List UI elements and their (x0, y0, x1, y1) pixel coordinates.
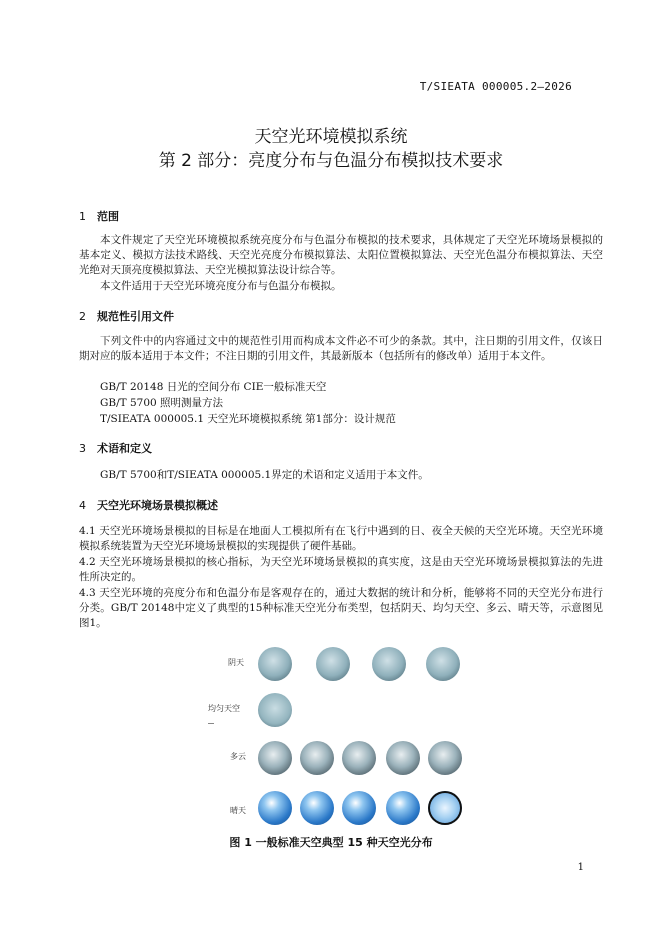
section-1-heading (79, 208, 119, 224)
sky-image-uniform (258, 693, 292, 727)
sky-image-clear (428, 791, 462, 825)
clause-4-3: 4.3 天空光环境的亮度分布和色温分布是客观存在的，通过大数据的统计和分析，能够将不同的天空光分布进行分类。GB/T 20148中定义了典型的15种标准天空光分布类型，包括阴天、均匀天空、多云、晴天等，示意图见图1。 (79, 587, 603, 629)
section-1-scope-paragraph: 本文件适用于天空光环境亮度分布与色温分布模拟。 (100, 280, 342, 292)
section-title: 规范性引用文件 (97, 310, 174, 323)
section-title: 范围 (97, 210, 119, 223)
sky-image-cloudy (300, 741, 334, 775)
section-number: 1 (79, 210, 86, 223)
sky-image-overcast (316, 647, 350, 681)
section-1-paragraph: 本文件规定了天空光环境模拟系统亮度分布与色温分布模拟的技术要求，具体规定了天空光环境场景模拟的基本定义、模拟方法技术路线、天空光亮度分布模拟算法、太阳位置模拟算法、天空光色温分布模拟算法、天空光绝对天顶亮度模拟算法、天空光模拟算法设计综合等。 (79, 234, 603, 276)
clause-4-1: 4.1 天空光环境场景模拟的目标是在地面人工模拟所有在飞行中遇到的日、夜全天候的天空光环境。天空光环境模拟系统装置为天空光环境场景模拟的实现提供了硬件基础。 (79, 525, 603, 552)
sky-image-cloudy (386, 741, 420, 775)
section-4-heading (79, 497, 218, 513)
reference-item: GB/T 20148 日光的空间分布 CIE一般标准天空 (100, 381, 327, 393)
section-number: 2 (79, 310, 86, 323)
sky-image-overcast (372, 647, 406, 681)
row-label-clear: 晴天 (230, 806, 246, 815)
figure-caption: 图 1 一般标准天空典型 15 种天空光分布 (229, 836, 433, 849)
sky-image-overcast (258, 647, 292, 681)
row-label-uniform: 均匀天空 (208, 704, 240, 713)
clause-4-2: 4.2 天空光环境场景模拟的核心指标，为天空光环境场景模拟的真实度，这是由天空光环境场景模拟算法的先进性所决定的。 (79, 556, 603, 583)
sky-distribution-figure (200, 643, 480, 833)
sky-image-cloudy (428, 741, 462, 775)
divider (208, 723, 214, 724)
sky-image-cloudy (258, 741, 292, 775)
document-subtitle: 第 2 部分：亮度分布与色温分布模拟技术要求 (158, 151, 504, 171)
sky-image-clear (300, 791, 334, 825)
section-2-heading (79, 308, 174, 324)
sky-image-clear (258, 791, 292, 825)
section-number: 4 (79, 499, 86, 512)
row-label-overcast: 阴天 (228, 658, 244, 667)
standard-number: T/SIEATA 000005.2—2026 (419, 80, 572, 93)
section-3-paragraph: GB/T 5700和T/SIEATA 000005.1界定的术语和定义适用于本文件。 (100, 469, 429, 481)
section-title: 术语和定义 (97, 442, 152, 455)
section-2-paragraph: 下列文件中的内容通过文中的规范性引用而构成本文件必不可少的条款。其中，注日期的引用文件，仅该日期对应的版本适用于本文件；不注日期的引用文件，其最新版本（包括所有的修改单）适用于本文件。 (79, 335, 603, 362)
section-number: 3 (79, 442, 86, 455)
section-3-heading (79, 440, 152, 456)
sky-image-overcast (426, 647, 460, 681)
sky-image-cloudy (342, 741, 376, 775)
reference-item: GB/T 5700 照明测量方法 (100, 397, 224, 409)
sky-image-clear (386, 791, 420, 825)
sky-image-clear (342, 791, 376, 825)
page-number: 1 (577, 862, 584, 873)
document-title: 天空光环境模拟系统 (254, 127, 408, 147)
section-title: 天空光环境场景模拟概述 (97, 499, 218, 512)
reference-item: T/SIEATA 000005.1 天空光环境模拟系统 第1部分：设计规范 (100, 413, 396, 425)
row-label-cloudy: 多云 (230, 752, 246, 761)
